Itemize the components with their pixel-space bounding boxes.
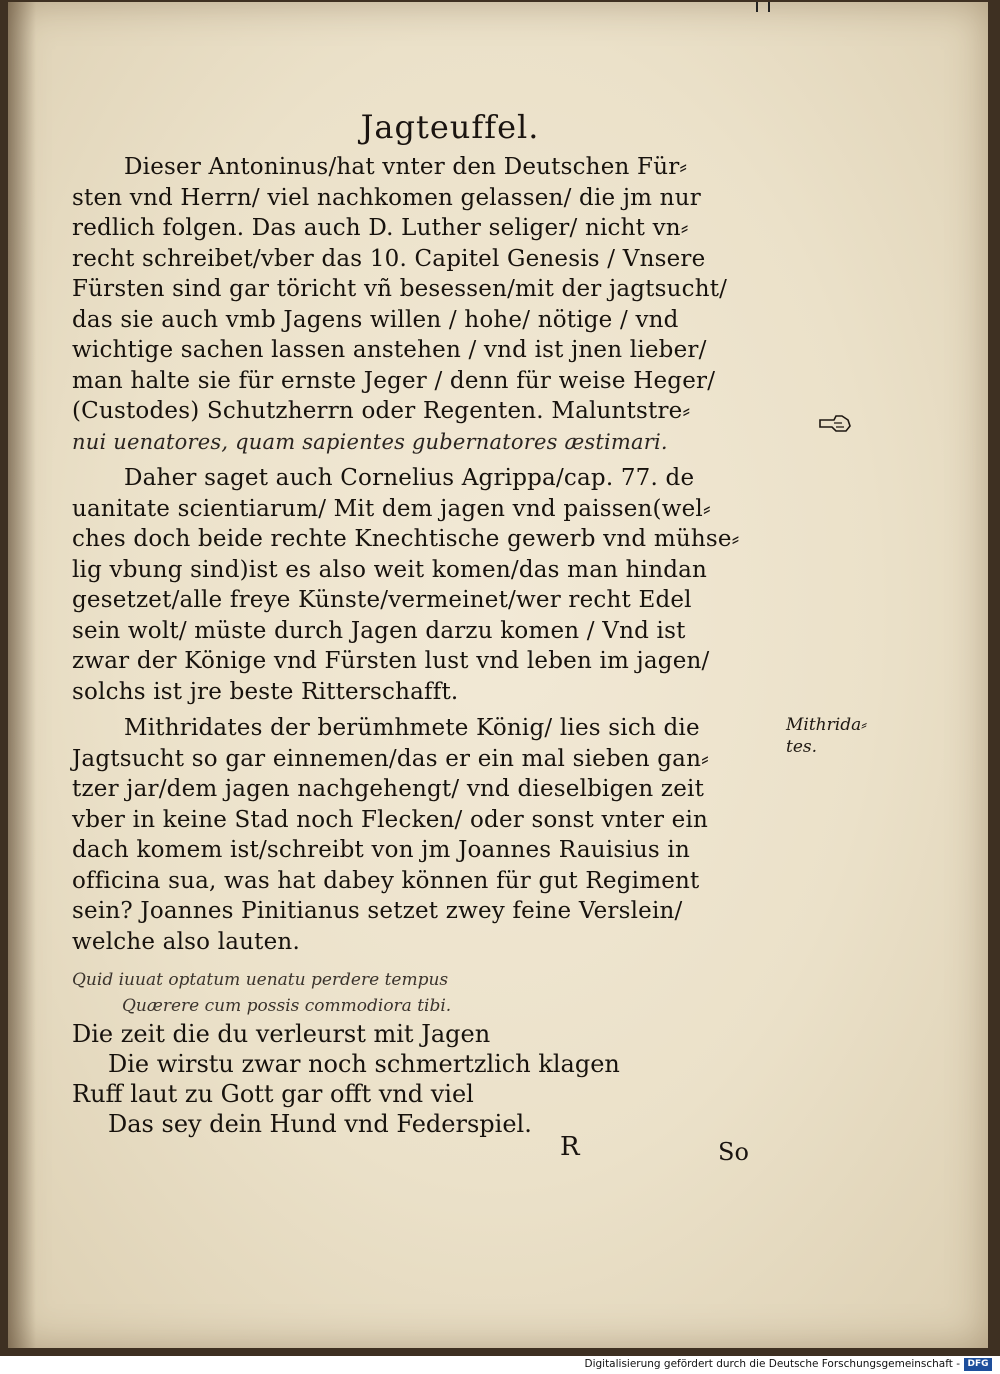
text-line: (Custodes) Schutzherrn oder Regenten. Maluntstre⸗: [72, 398, 691, 424]
text-line: Mithridates der berümhmete König/ lies sich die: [124, 715, 700, 741]
text-line: Dieser Antoninus/hat vnter den Deutschen Für⸗: [124, 154, 688, 180]
text-line: solchs ist jre beste Ritterschafft.: [72, 678, 459, 705]
running-head: Jagteuffel.: [360, 108, 540, 146]
text-line: vber in keine Stad noch Flecken/ oder sonst vnter ein: [72, 806, 709, 833]
text-line: uanitate scientiarum/ Mit dem jagen vnd paissen(wel⸗: [72, 495, 711, 522]
registration-mark: [756, 2, 758, 12]
german-verse-line: Die zeit die du verleurst mit Jagen: [72, 1020, 491, 1048]
text-line: dach komem ist/schreibt von jm Joannes Rauisius in: [72, 837, 690, 863]
text-line: ches doch beide rechte Knechtische gewerb vnd mühse⸗: [72, 526, 740, 552]
footer-credit: Digitalisierung gefördert durch die Deutsche Forschungsgemeinschaft -: [584, 1358, 960, 1370]
text-line: zwar der Könige vnd Fürsten lust vnd leben im jagen/: [72, 648, 710, 674]
text-line: Jagtsucht so gar einnemen/das er ein mal sieben gan⸗: [72, 745, 709, 772]
text-line: redlich folgen. Das auch D. Luther seliger/ nicht vn⸗: [72, 215, 689, 241]
registration-mark: [768, 2, 770, 12]
verse-gap: [72, 957, 782, 967]
signature-mark: R: [560, 1132, 580, 1162]
text-line: sein? Joannes Pinitianus setzet zwey feine Verslein/: [72, 898, 683, 924]
footer-bar: [0, 1356, 1000, 1374]
text-line: tzer jar/dem jagen nachgehengt/ vnd dieselbigen zeit: [72, 776, 705, 802]
marginal-note: [786, 714, 867, 758]
latin-verse-line: Quærere cum possis commodiora tibi.: [122, 996, 452, 1016]
marginal-note-line: Mithrida⸗: [786, 715, 867, 735]
text-line: gesetzet/alle freye Künste/vermeinet/wer recht Edel: [72, 587, 692, 613]
german-verse-line: Die wirstu zwar noch schmertzlich klagen: [108, 1050, 620, 1078]
text-line: Daher saget auch Cornelius Agrippa/cap. 77. de: [124, 465, 695, 491]
pointing-hand-icon: [818, 412, 852, 438]
text-line: lig vbung sind)ist es also weit komen/das man hindan: [72, 556, 708, 583]
german-verse-line: Das sey dein Hund vnd Federspiel.: [108, 1110, 532, 1138]
main-text: [72, 152, 782, 1139]
german-verse-line: Ruff laut zu Gott gar offt vnd viel: [72, 1080, 474, 1108]
latin-verse-line: Quid iuuat optatum uenatu perdere tempus: [72, 970, 449, 990]
catchword: So: [718, 1138, 749, 1166]
marginal-note-line: tes.: [786, 737, 818, 757]
text-line: man halte sie für ernste Jeger / denn für weise Heger/: [72, 367, 716, 394]
text-line: officina sua, was hat dabey können für gut Regiment: [72, 867, 700, 894]
text-line: welche also lauten.: [72, 928, 300, 955]
text-line: das sie auch vmb Jagens willen / hohe/ nötige / vnd: [72, 306, 679, 333]
text-line: sten vnd Herrn/ viel nachkomen gelassen/ die jm nur: [72, 184, 701, 211]
text-line: wichtige sachen lassen anstehen / vnd ist jnen lieber/: [72, 337, 707, 363]
dfg-logo: DFG: [964, 1358, 992, 1371]
text-line: sein wolt/ müste durch Jagen darzu komen / Vnd ist: [72, 617, 686, 644]
text-line: nui uenatores, quam sapientes gubernatores æstimari.: [72, 429, 668, 454]
text-line: recht schreibet/vber das 10. Capitel Genesis / Vnsere: [72, 245, 706, 272]
text-line: Fürsten sind gar töricht vñ besessen/mit der jagtsucht/: [72, 276, 728, 302]
